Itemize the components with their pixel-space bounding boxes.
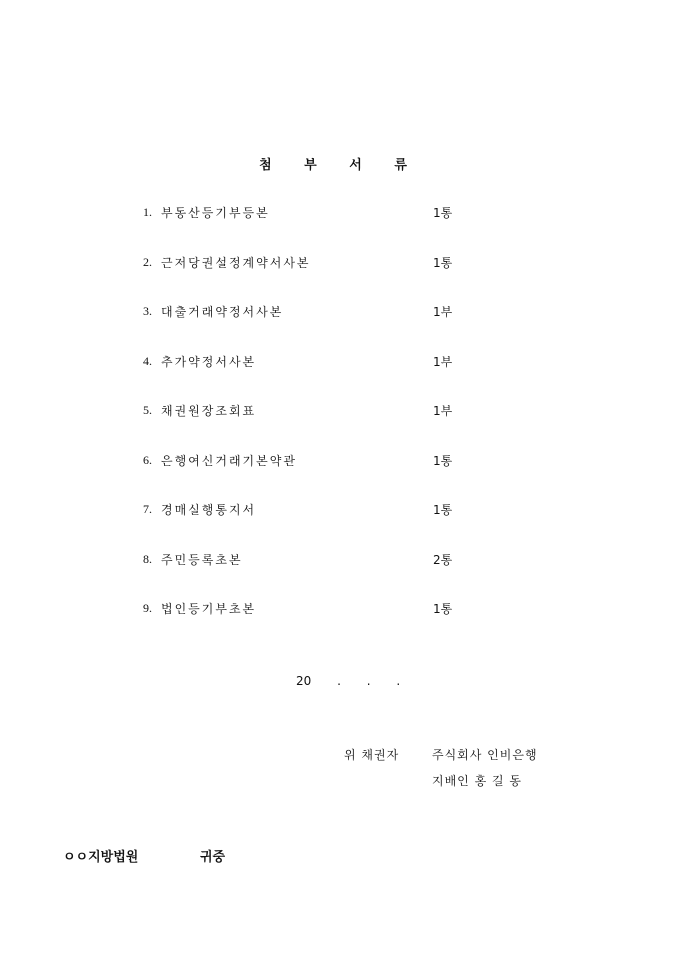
item-count: 1통 [433,206,453,220]
date-month-dot: . [366,674,371,688]
item-count: 1부 [433,404,453,418]
court-name: ㅇㅇ지방법원 [63,850,139,865]
item-count: 1통 [433,602,453,616]
item-number: 2. [143,254,152,269]
item-number: 7. [143,502,152,516]
item-name: 채권원장조회표 [161,404,257,418]
item-count: 1통 [433,453,453,468]
item-number: 4. [143,353,152,368]
item-name: 법인등기부초본 [161,602,257,616]
item-name: 추가약정서사본 [161,354,257,369]
item-name: 근저당권설정계약서사본 [161,255,311,270]
item-number: 1. [143,205,152,219]
document-title: 첨 부 서 류 [259,158,421,173]
creditor-representative: 지배인 홍 길 동 [432,774,522,788]
item-name: 주민등록초본 [161,552,243,567]
item-count: 1통 [433,503,453,517]
creditor-company: 주식회사 인비은행 [432,748,538,762]
filing-date [296,674,400,688]
item-count: 2통 [433,552,453,567]
item-name: 은행여신거래기본약관 [161,453,297,468]
item-number: 3. [143,304,152,318]
item-name: 대출거래약정서사본 [161,305,284,319]
item-number: 6. [143,452,152,467]
item-number: 8. [143,551,152,566]
item-number: 5. [143,403,152,417]
date-year-dot: . [337,674,341,688]
item-count: 1부 [433,305,453,319]
item-name: 경매실행통지서 [161,503,257,517]
creditor-label: 위 채권자 [344,748,400,762]
item-number: 9. [143,601,152,615]
court-suffix: 귀중 [200,850,226,865]
date-year-prefix: 20 [296,674,312,688]
item-count: 1통 [433,255,453,270]
date-day-dot: . [396,674,401,688]
item-count: 1부 [433,354,453,369]
item-name: 부동산등기부등본 [161,206,270,220]
